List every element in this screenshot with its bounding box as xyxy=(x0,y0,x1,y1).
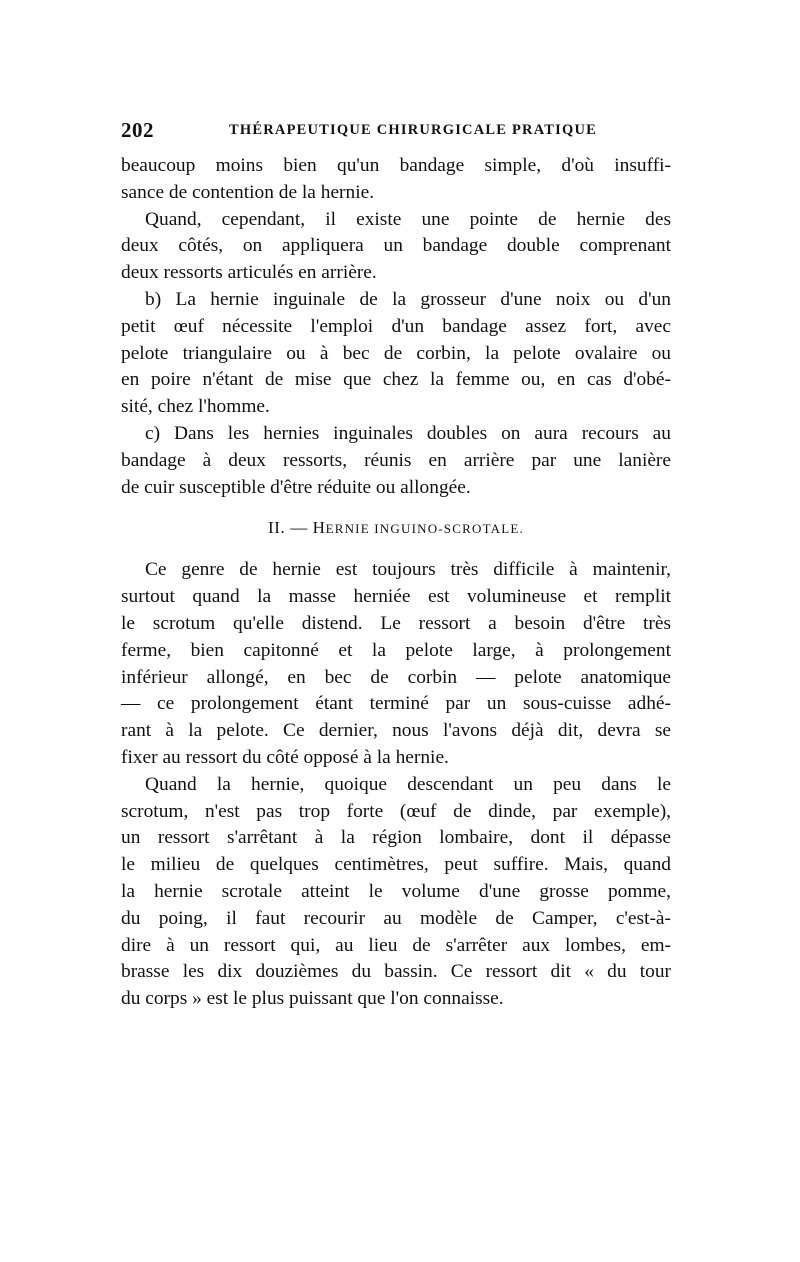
section-number: II. — xyxy=(267,518,308,538)
text-line: c) Dans les hernies inguinales doubles on aura recours au xyxy=(145,422,671,444)
text-line: bandage à deux ressorts, réunis en arrière par une lanière xyxy=(121,449,671,471)
section-title-initial: H xyxy=(312,518,326,538)
text-line: du corps » est le plus puissant que l'on connaisse. xyxy=(121,988,504,1010)
body-text xyxy=(121,153,671,1013)
text-line: surtout quand la masse herniée est volumineuse et remplit xyxy=(121,586,671,608)
text-line: rant à la pelote. Ce dernier, nous l'avons déjà dit, devra se xyxy=(121,720,671,742)
text-line: petit œuf nécessite l'emploi d'un bandage assez fort, avec xyxy=(121,315,671,337)
text-line: dire à un ressort qui, au lieu de s'arrêter aux lombes, em- xyxy=(121,934,671,956)
text-line: un ressort s'arrêtant à la région lombaire, dont il dépasse xyxy=(121,827,671,849)
text-line: le milieu de quelques centimètres, peut suffire. Mais, quand xyxy=(121,854,671,876)
section-title: ERNIE INGUINO-SCROTALE. xyxy=(325,521,524,537)
text-line: fixer au ressort du côté opposé à la hernie. xyxy=(121,746,449,768)
text-line: scrotum, n'est pas trop forte (œuf de dinde, par exemple), xyxy=(121,800,671,822)
text-line: brasse les dix douzièmes du bassin. Ce ressort dit « du tour xyxy=(121,961,671,983)
text-line: b) La hernie inguinale de la grosseur d'une noix ou d'un xyxy=(145,288,671,310)
text-line: deux ressorts articulés en arrière. xyxy=(121,262,377,284)
text-line: le scrotum qu'elle distend. Le ressort a besoin d'être très xyxy=(121,612,671,634)
text-line: sité, chez l'homme. xyxy=(121,396,270,418)
page-number: 202 xyxy=(121,118,154,142)
text-line: la hernie scrotale atteint le volume d'une grosse pomme, xyxy=(121,880,671,902)
text-line: en poire n'étant de mise que chez la femme ou, en cas d'obé- xyxy=(121,369,671,391)
text-line: du poing, il faut recourir au modèle de Camper, c'est-à- xyxy=(121,907,671,929)
page-header xyxy=(121,118,669,144)
text-line: pelote triangulaire ou à bec de corbin, la pelote ovalaire ou xyxy=(121,342,671,364)
text-line: inférieur allongé, en bec de corbin — pelote anatomique xyxy=(121,666,671,688)
text-line: beaucoup moins bien qu'un bandage simple, d'où insuffi- xyxy=(121,155,671,176)
text-line: — ce prolongement étant terminé par un sous-cuisse adhé- xyxy=(121,693,671,715)
text-line: sance de contention de la hernie. xyxy=(121,181,375,203)
text-line: deux côtés, on appliquera un bandage double comprenant xyxy=(121,235,671,257)
section-heading xyxy=(121,515,671,543)
text-line: ferme, bien capitonné et la pelote large, à prolongement xyxy=(121,639,671,661)
text-line: Quand la hernie, quoique descendant un peu dans le xyxy=(145,773,671,795)
text-line: Quand, cependant, il existe une pointe de hernie des xyxy=(145,208,671,230)
text-line: Ce genre de hernie est toujours très difficile à maintenir, xyxy=(145,559,671,581)
text-line: de cuir susceptible d'être réduite ou allongée. xyxy=(121,476,471,498)
running-title: THÉRAPEUTIQUE CHIRURGICALE PRATIQUE xyxy=(229,122,598,138)
section-heading-block xyxy=(121,501,671,557)
